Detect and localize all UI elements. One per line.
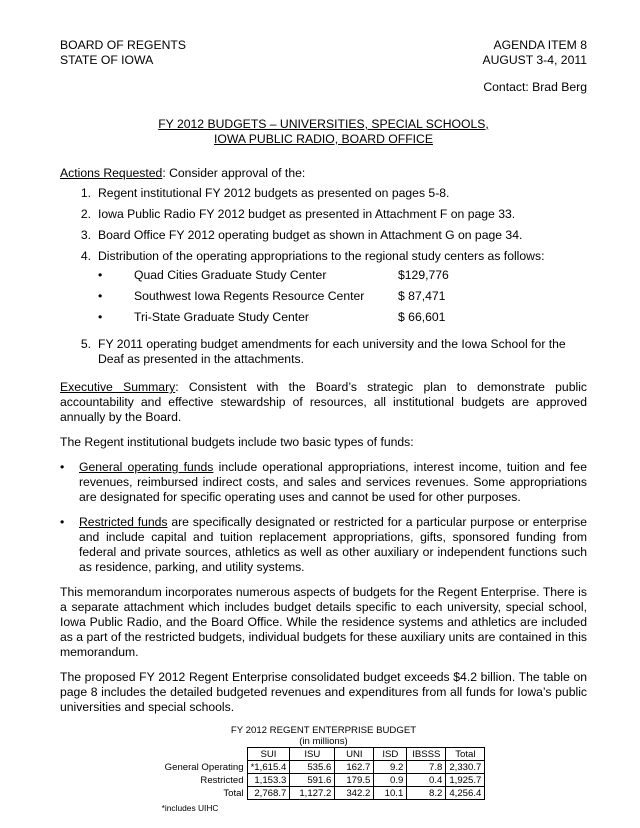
table-header-row: SUI ISU UNI ISD IBSSS Total xyxy=(162,748,485,761)
header-row-1 xyxy=(60,38,587,53)
memo-page xyxy=(60,38,587,814)
contact-line: Contact: Brad Berg xyxy=(483,80,587,94)
executive-summary xyxy=(60,380,587,425)
memo-paragraph: This memorandum incorporates numerous aspects of budgets for the Regent Enterprise. There is a separate attachment which includes budget details specific to each university, special school, Iowa Public Radio, and the Board Office. While the residence systems and athletics are included as a part of the restricted budgets, individual budgets for these auxiliary units are contained in this memorandum. xyxy=(60,585,587,659)
list-item: • Southwest Iowa Regents Resource Center $ 87,471 xyxy=(98,289,446,303)
list-item: 5. FY 2011 operating budget amendments for each university and the Iowa School for the Deaf as presented in the attachments. xyxy=(80,337,566,366)
fund-types-intro: The Regent institutional budgets include two basic types of funds: xyxy=(60,435,414,449)
summary-label: Executive Summary xyxy=(60,380,176,394)
table-row: Total 2,768.7 1,127.2 342.2 10.1 8.2 4,256.4 xyxy=(162,787,485,800)
list-item: • Tri-State Graduate Study Center $ 66,601 xyxy=(98,310,446,324)
restricted-funds-bullet: • Restricted funds are specifically designated or restricted for a particular purpose or enterprise and include capital and tuition replacement appropriations, gifts, sponsored funding from federal and private sources, athletics as well as other auxiliary or independent functions such as residence, parking, and utility systems. xyxy=(60,515,588,574)
list-item: 4. Distribution of the operating appropriations to the regional study centers as follows: • Quad Cities Graduate Study Center $129,776 • Southwest Iowa Regents Resource Center $ 87,471 • Tri-State Graduate Study Center $ 66,601 xyxy=(60,249,587,331)
list-item: 1. Regent institutional FY 2012 budgets as presented on pages 5-8. xyxy=(80,186,450,200)
actions-intro: : Consider approval of the: xyxy=(162,166,306,180)
list-item: 2. Iowa Public Radio FY 2012 budget as presented in Attachment F on page 33. xyxy=(80,207,516,221)
title-line-2: IOWA PUBLIC RADIO, BOARD OFFICE xyxy=(214,132,433,146)
proposed-budget-paragraph: The proposed FY 2012 Regent Enterprise consolidated budget exceeds $4.2 billion. The table on page 8 includes the detailed budgeted revenues and expenditures from all funds for Iowa’s public universities and special schools. xyxy=(60,670,587,714)
title-line-1: FY 2012 BUDGETS – UNIVERSITIES, SPECIAL SCHOOLS, xyxy=(158,117,489,131)
actions-list xyxy=(60,186,587,367)
budget-table xyxy=(162,747,486,800)
general-funds-bullet: • General operating funds include operational appropriations, interest income, tuition and fee revenues, reimbursed indirect costs, and sales and services revenues. Some appropriations are designated for specific operating uses and cannot be used for other purposes. xyxy=(60,460,587,504)
bullet-icon: • xyxy=(98,310,103,324)
table-subtitle: (in millions) xyxy=(299,736,348,747)
budget-table-block xyxy=(60,725,587,814)
study-centers-list xyxy=(98,268,587,325)
table-row: General Operating *1,615.4 535.6 162.7 9.2 7.8 2,330.7 xyxy=(162,761,485,774)
document-title xyxy=(60,117,587,147)
header-row-2 xyxy=(60,53,587,68)
bullet-icon: • xyxy=(98,289,103,303)
summary-text: : Consistent with the Board’s strategic plan to demonstrate public accountability and effective stewardship of resources, all institutional budgets are approved annually by the Board. xyxy=(60,380,587,424)
state-name: STATE OF IOWA xyxy=(60,53,154,67)
table-title: FY 2012 REGENT ENTERPRISE BUDGET xyxy=(230,725,417,736)
agenda-item: AGENDA ITEM 8 xyxy=(493,38,587,52)
actions-label: Actions Requested xyxy=(60,166,163,180)
board-name: BOARD OF REGENTS xyxy=(60,38,186,52)
list-item: 3. Board Office FY 2012 operating budget as shown in Attachment G on page 34. xyxy=(80,228,523,242)
meeting-date: AUGUST 3-4, 2011 xyxy=(482,53,587,67)
actions-requested xyxy=(60,166,587,367)
bullet-icon: • xyxy=(98,268,103,282)
bullet-icon: • xyxy=(60,515,65,529)
table-footnote: *includes UIHC xyxy=(161,803,219,813)
table-row: Restricted 1,153.3 591.6 179.5 0.9 0.4 1,925.7 xyxy=(162,774,485,787)
list-item: • Quad Cities Graduate Study Center $129,776 xyxy=(98,268,449,282)
bullet-icon: • xyxy=(60,460,65,474)
